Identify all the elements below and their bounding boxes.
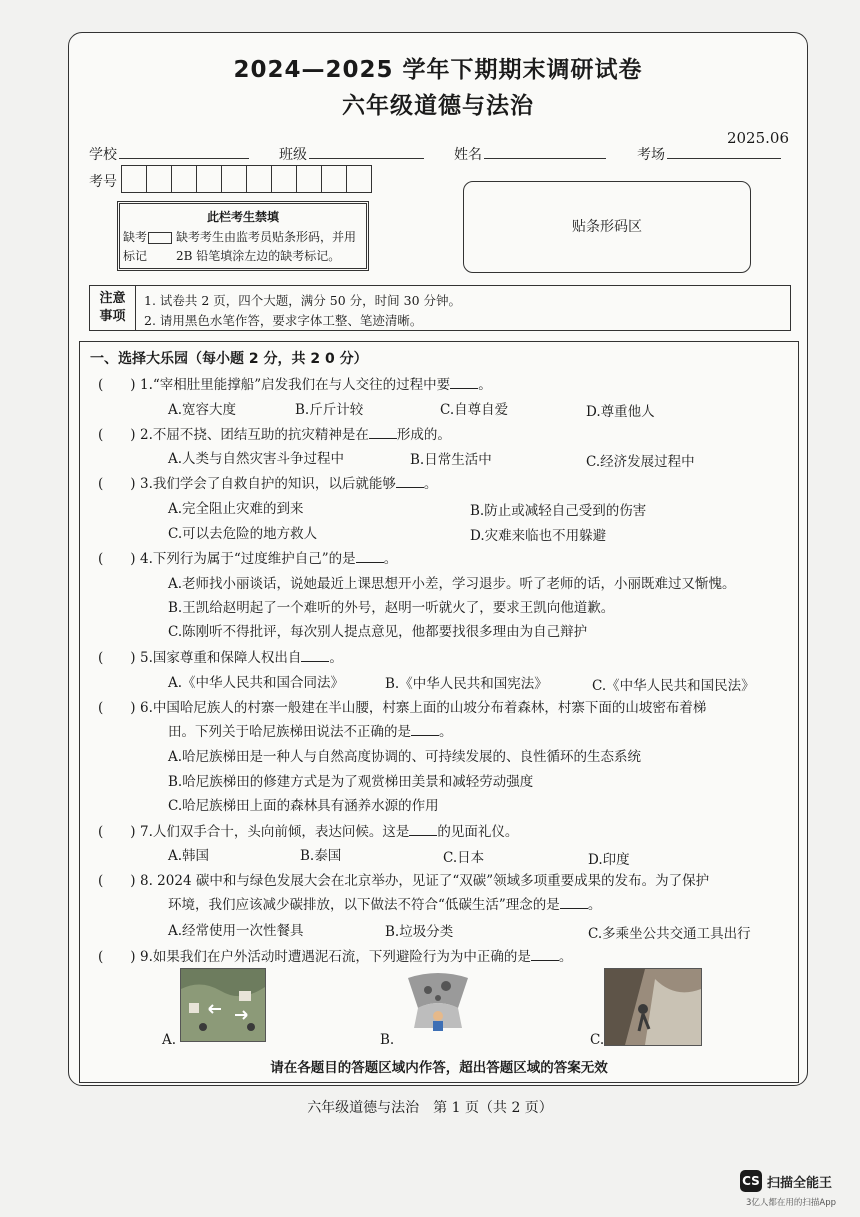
option: B.《中华人民共和国宪法》 — [385, 676, 548, 692]
answer-paren[interactable]: ( ) — [98, 700, 136, 716]
absent-heading: 此栏考生禁填 — [206, 210, 279, 224]
answer-paren[interactable]: ( ) — [98, 476, 136, 492]
option: A.韩国 — [168, 848, 210, 864]
option: D.灾难来临也不用躲避 — [470, 528, 607, 544]
exam-number-cell[interactable] — [172, 165, 197, 193]
notice-label — [90, 286, 136, 330]
notice-label-line-1: 注意 — [99, 291, 126, 306]
question-stem: 6.中国哈尼族人的村寨一般建在半山腰，村寨上面的山坡分布着森林，村寨下面的山坡密布着梯 — [140, 700, 707, 716]
exam-number-cell[interactable] — [147, 165, 172, 193]
option: B.垃圾分类 — [385, 924, 454, 940]
option: A.人类与自然灾害斗争过程中 — [168, 451, 345, 467]
answer-blank[interactable] — [369, 426, 397, 439]
class-field[interactable] — [309, 144, 424, 159]
question-stem: 9.如果我们在户外活动时遭遇泥石流，下列避险行为为中正确的是 。 — [140, 949, 573, 965]
exam-subject: 六年级道德与法治 — [342, 93, 534, 119]
question-stem-cont: 田。下列关于哈尼族梯田说法不正确的是 。 — [168, 724, 453, 740]
option: B.泰国 — [300, 848, 342, 864]
absent-mark-box — [117, 201, 369, 271]
option: A.哈尼族梯田是一种人与自然高度协调的、可持续发展的、良性循环的生态系统 — [168, 749, 642, 765]
absent-label-2: 标记 — [123, 249, 148, 263]
page-footer: 六年级道德与法治 第 1 页（共 2 页） — [307, 1100, 553, 1116]
app-name: 扫描全能王 — [767, 1175, 833, 1191]
absent-checkbox[interactable] — [148, 232, 172, 244]
option: D.尊重他人 — [586, 404, 655, 420]
exam-title: 2024—2025 学年下期期末调研试卷 — [233, 57, 643, 83]
barcode-area — [463, 181, 751, 273]
option: D.印度 — [588, 852, 630, 868]
absent-label-1: 缺考 — [123, 230, 148, 244]
exam-number-cell[interactable] — [121, 165, 147, 193]
option-a-image — [180, 968, 266, 1042]
option: C.经济发展过程中 — [586, 454, 695, 470]
question-stem: 7.人们双手合十，头向前倾，表达问候。这是 的见面礼仪。 — [140, 824, 519, 840]
option: A.《中华人民共和国合同法》 — [168, 675, 345, 691]
room-label: 考场 — [637, 147, 665, 163]
option: A.经常使用一次性餐具 — [168, 923, 304, 939]
option: C. — [590, 1032, 605, 1048]
scanner-app-logo — [740, 1170, 832, 1192]
answer-paren[interactable]: ( ) — [98, 427, 136, 443]
answer-blank[interactable] — [396, 475, 424, 488]
exam-number-label: 考号 — [89, 174, 117, 190]
option: A.老师找小丽谈话，说她最近上课思想开小差，学习退步。听了老师的话，小丽既难过又惭愧。 — [168, 576, 736, 592]
answer-blank[interactable] — [531, 948, 559, 961]
notice-box — [89, 285, 791, 331]
option: A.宽容大度 — [168, 402, 237, 418]
room-field[interactable] — [667, 144, 781, 159]
question-stem: 3.我们学会了自救自护的知识，以后就能够 。 — [140, 476, 438, 492]
exam-number-grid[interactable] — [121, 165, 372, 193]
exam-number-cell[interactable] — [347, 165, 372, 193]
exam-number-cell[interactable] — [322, 165, 347, 193]
exam-number-cell[interactable] — [247, 165, 272, 193]
option: A.完全阻止灾难的到来 — [168, 501, 304, 517]
answer-blank[interactable] — [560, 896, 588, 909]
absent-text-2: 2B 铅笔填涂左边的缺考标记。 — [176, 249, 341, 263]
answer-blank[interactable] — [411, 723, 439, 736]
option: B.防止或减轻自己受到的伤害 — [470, 503, 647, 519]
option: C.哈尼族梯田上面的森林具有涵养水源的作用 — [168, 798, 439, 814]
option: A. — [162, 1032, 177, 1048]
option: C.《中华人民共和国民法》 — [592, 678, 755, 694]
notice-label-line-2: 事项 — [99, 309, 126, 324]
option: B.日常生活中 — [410, 452, 492, 468]
answer-paren[interactable]: ( ) — [98, 551, 136, 567]
exam-number-cell[interactable] — [222, 165, 247, 193]
answer-paren[interactable]: ( ) — [98, 377, 136, 393]
answer-blank[interactable] — [301, 649, 329, 662]
option: B.斤斤计较 — [295, 402, 364, 418]
answer-area — [79, 341, 799, 1083]
question-stem: 2.不屈不挠、团结互助的抗灾精神是在 形成的。 — [140, 427, 451, 443]
notice-item: 2. 请用黑色水笔作答，要求字体工整、笔迹清晰。 — [144, 313, 423, 328]
question-stem: 1.“宰相肚里能撑船”启发我们在与人交往的过程中要 。 — [140, 377, 492, 393]
answer-blank[interactable] — [356, 550, 384, 563]
exam-date: 2025.06 — [726, 129, 789, 147]
question-stem: 8. 2024 碳中和与绿色发展大会在北京举办，见证了“双碳”领域多项重要成果的发布。为了保护 — [140, 873, 710, 889]
exam-number-cell[interactable] — [197, 165, 222, 193]
class-label: 班级 — [279, 147, 307, 163]
barcode-label: 贴条形码区 — [572, 219, 642, 235]
option-c-image — [604, 968, 702, 1046]
answer-blank[interactable] — [450, 376, 478, 389]
option: B. — [380, 1032, 395, 1048]
answer-paren[interactable]: ( ) — [98, 873, 136, 889]
option: C.陈刚听不得批评，每次别人提点意见，他都要找很多理由为自己辩护 — [168, 624, 588, 640]
exam-number-cell[interactable] — [297, 165, 322, 193]
question-stem: 5.国家尊重和保障人权出自 。 — [140, 650, 343, 666]
option: B.王凯给赵明起了一个难听的外号，赵明一听就火了，要求王凯向他道歉。 — [168, 600, 615, 616]
option: C.自尊自爱 — [440, 402, 509, 418]
notice-item: 1. 试卷共 2 页，四个大题，满分 50 分，时间 30 分钟。 — [144, 293, 462, 308]
question-stem-cont: 环境，我们应该减少碳排放，以下做法不符合“低碳生活”理念的是 。 — [168, 897, 602, 913]
question-stem: 4.下列行为属于“过度维护自己”的是 。 — [140, 551, 398, 567]
absent-text-1: 缺考考生由监考员贴条形码，并用 — [176, 230, 357, 244]
option: C.多乘坐公共交通工具出行 — [588, 926, 751, 942]
app-tagline: 3亿人都在用的扫描App — [746, 1198, 837, 1208]
answer-paren[interactable]: ( ) — [98, 949, 136, 965]
answer-paren[interactable]: ( ) — [98, 824, 136, 840]
name-label: 姓名 — [454, 147, 482, 163]
answer-area-warning: 请在各题目的答题区域内作答，超出答题区域的答案无效 — [270, 1060, 608, 1076]
answer-blank[interactable] — [409, 823, 437, 836]
school-label: 学校 — [89, 147, 117, 163]
cs-logo-icon: CS — [740, 1170, 762, 1192]
option: C.可以去危险的地方救人 — [168, 526, 318, 542]
school-field[interactable] — [119, 144, 249, 159]
exam-sheet — [68, 32, 808, 1086]
option-b-image — [398, 968, 478, 1036]
name-field[interactable] — [484, 144, 606, 159]
exam-number-cell[interactable] — [272, 165, 297, 193]
section-heading: 一、选择大乐园（每小题 2 分，共 2 0 分） — [90, 351, 368, 367]
option: C.日本 — [443, 850, 485, 866]
option: B.哈尼族梯田的修建方式是为了观赏梯田美景和减轻劳动强度 — [168, 774, 534, 790]
answer-paren[interactable]: ( ) — [98, 650, 136, 666]
